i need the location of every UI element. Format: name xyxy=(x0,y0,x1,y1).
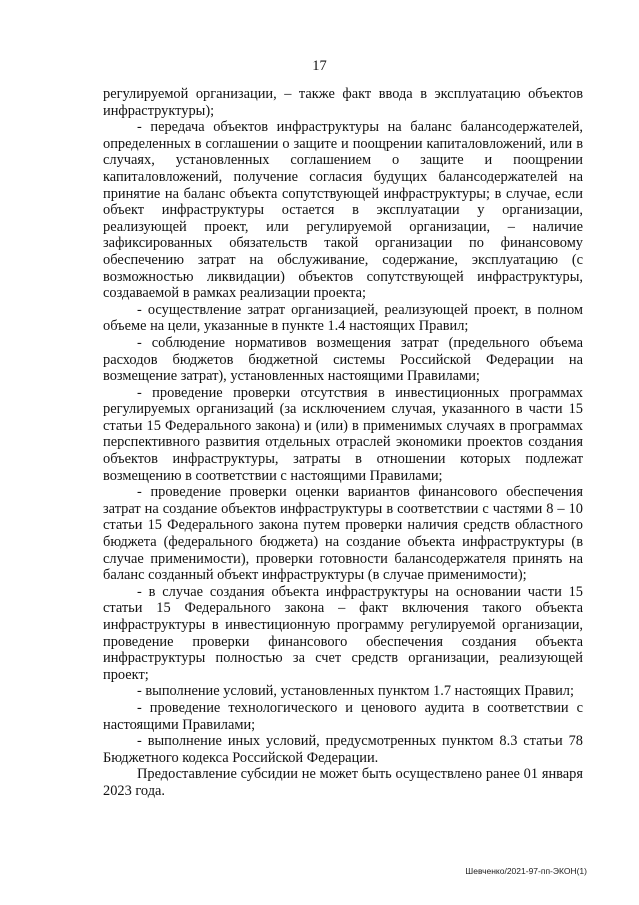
document-body xyxy=(103,86,583,800)
paragraph: - выполнение иных условий, предусмотренных пунктом 8.3 статьи 78 Бюджетного кодекса Российской Федерации. xyxy=(103,733,583,766)
paragraph: - проведение проверки оценки вариантов финансового обеспечения затрат на создание объектов инфраструктуры в соответствии с частями 8 – 10 статьи 15 Федерального закона путем проверки наличия средств областного бюджета (федерального бюджета) на создание объекта инфраструктуры (в случае применимости), проверки готовности балансодержателя принять на баланс созданный объект инфраструктуры (в случае применимости); xyxy=(103,484,583,584)
document-code-footer: Шевченко/2021-97-пп-ЭКОН(1) xyxy=(465,866,587,876)
paragraph: - в случае создания объекта инфраструктуры на основании части 15 статьи 15 Федерального закона – факт включения такого объекта инфраструктуры в инвестиционную программу регулируемой организации, проведение проверки финансового обеспечения создания объекта инфраструктуры полностью за счет средств организации, реализующей проект; xyxy=(103,583,583,683)
paragraph: - проведение технологического и ценового аудита в соответствии с настоящими Правилами; xyxy=(103,699,583,733)
paragraph: Предоставление субсидии не может быть осуществлено ранее 01 января 2023 года. xyxy=(103,766,583,799)
paragraph: - передача объектов инфраструктуры на баланс балансодержателей, определенных в соглашении о защите и поощрении капиталовложений, или в случаях, установленных соглашением о защите и поощрении капиталовложений, получение согласия будущих балансодержателей на принятие на баланс объекта сопутствующей инфраструктуры; в случае, если объект инфраструктуры остается в эксплуатации у организации, реализующей проект, или регулируемой организации, – наличие зафиксированных обязательств такой организации по финансовому обеспечению затрат на обслуживание, содержание, эксплуатацию (с возможностью ликвидации) объектов сопутствующей инфраструктуры, создаваемой в рамках реализации проекта; xyxy=(103,119,583,302)
paragraph: регулируемой организации, – также факт ввода в эксплуатацию объектов инфраструктуры); xyxy=(103,86,583,119)
paragraph: - проведение проверки отсутствия в инвестиционных программах регулируемых организаций (за исключением случая, указанного в части 15 статьи 15 Федерального закона) и (или) в применимых случаях в программах перспективного развития отдельных отраслей экономики проектов создания объектов инфраструктуры, затраты в отношении которых подлежат возмещению в соответствии с настоящими Правилами; xyxy=(103,384,583,484)
paragraph: - соблюдение нормативов возмещения затрат (предельного объема расходов бюджетов бюджетной системы Российской Федерации на возмещение затрат), установленных настоящими Правилами; xyxy=(103,334,583,385)
paragraph: - выполнение условий, установленных пунктом 1.7 настоящих Правил; xyxy=(137,683,574,700)
paragraph: - осуществление затрат организацией, реализующей проект, в полном объеме на цели, указанные в пункте 1.4 настоящих Правил; xyxy=(103,301,583,335)
page-number: 17 xyxy=(312,58,327,74)
